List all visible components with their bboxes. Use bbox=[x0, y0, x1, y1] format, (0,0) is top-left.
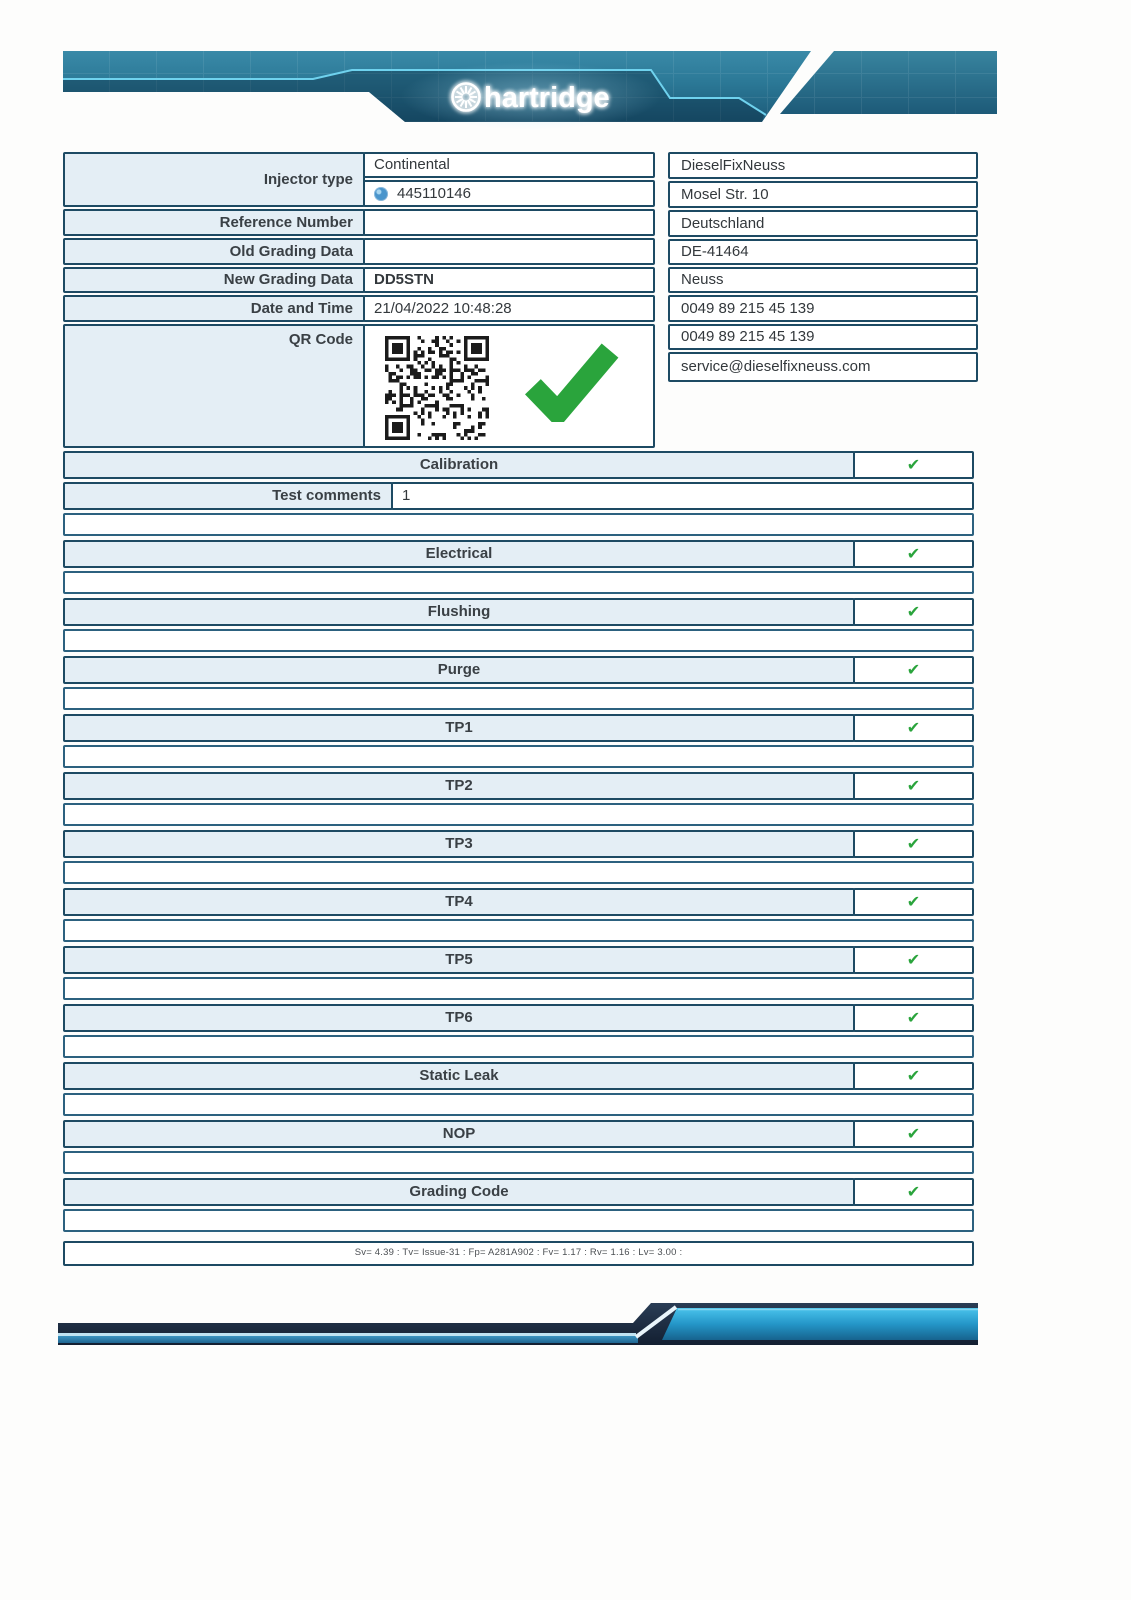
test-section-tp3: TP3 bbox=[63, 830, 855, 858]
test-status-cell-static-leak bbox=[853, 1062, 974, 1090]
test-empty-row bbox=[63, 1093, 974, 1116]
check-icon: ✔ bbox=[906, 834, 921, 853]
contact-line-email: service@dieselfixneuss.com bbox=[668, 352, 978, 382]
test-empty-row bbox=[63, 571, 974, 594]
test-empty-row bbox=[63, 977, 974, 1000]
test-section-tp2: TP2 bbox=[63, 772, 855, 800]
test-empty-row bbox=[63, 1209, 974, 1232]
check-icon: ✔ bbox=[906, 718, 921, 737]
qr-area bbox=[363, 324, 655, 448]
info-label-injector-type: Injector type bbox=[63, 152, 365, 207]
test-status-cell-tp4 bbox=[853, 888, 974, 916]
test-section-calibration: Calibration bbox=[63, 451, 855, 479]
test-status-cell-tp5 bbox=[853, 946, 974, 974]
check-icon: ✔ bbox=[906, 602, 921, 621]
test-empty-row bbox=[63, 803, 974, 826]
contact-line-street: Mosel Str. 10 bbox=[668, 181, 978, 208]
test-comments-value: 1 bbox=[391, 482, 974, 510]
info-label-old-grading-data: Old Grading Data bbox=[63, 238, 365, 265]
contact-line-country: Deutschland bbox=[668, 210, 978, 237]
check-icon: ✔ bbox=[906, 1066, 921, 1085]
test-comments-label: Test comments bbox=[63, 482, 393, 510]
check-icon: ✔ bbox=[906, 950, 921, 969]
contact-line-fax: 0049 89 215 45 139 bbox=[668, 324, 978, 350]
info-value-old-grading-data bbox=[363, 238, 655, 265]
info-value-new-grading-data: DD5STN bbox=[363, 267, 655, 293]
check-icon: ✔ bbox=[906, 1182, 921, 1201]
test-status-cell-nop bbox=[853, 1120, 974, 1148]
info-label-date-and-time: Date and Time bbox=[63, 295, 365, 322]
injector-icon bbox=[374, 187, 388, 201]
contact-line-phone: 0049 89 215 45 139 bbox=[668, 295, 978, 322]
info-label-new-grading-data: New Grading Data bbox=[63, 267, 365, 293]
check-icon: ✔ bbox=[906, 455, 921, 474]
test-empty-row bbox=[63, 1035, 974, 1058]
test-empty-row bbox=[63, 919, 974, 942]
contact-line-company: DieselFixNeuss bbox=[668, 152, 978, 179]
info-value-injector-number bbox=[363, 180, 655, 207]
bottom-banner bbox=[58, 1298, 978, 1350]
info-value-manufacturer: Continental bbox=[363, 152, 655, 178]
test-section-purge: Purge bbox=[63, 656, 855, 684]
test-empty-row bbox=[63, 629, 974, 652]
test-status-cell-tp2 bbox=[853, 772, 974, 800]
test-section-tp1: TP1 bbox=[63, 714, 855, 742]
test-empty-row bbox=[63, 687, 974, 710]
info-value-reference-number bbox=[363, 209, 655, 236]
contact-line-city: Neuss bbox=[668, 267, 978, 293]
test-section-tp4: TP4 bbox=[63, 888, 855, 916]
test-empty-row bbox=[63, 513, 974, 536]
injector-number-text: 445110146 bbox=[397, 184, 471, 202]
test-section-tp6: TP6 bbox=[63, 1004, 855, 1032]
test-status-cell-grading-code bbox=[853, 1178, 974, 1206]
test-section-flushing: Flushing bbox=[63, 598, 855, 626]
check-icon: ✔ bbox=[906, 892, 921, 911]
test-empty-row bbox=[63, 1151, 974, 1174]
test-status-cell-tp3 bbox=[853, 830, 974, 858]
check-icon: ✔ bbox=[906, 660, 921, 679]
test-empty-row bbox=[63, 745, 974, 768]
pass-check-icon bbox=[523, 342, 619, 422]
test-status-cell-calibration bbox=[853, 451, 974, 479]
test-section-nop: NOP bbox=[63, 1120, 855, 1148]
test-status-cell-tp6 bbox=[853, 1004, 974, 1032]
info-label-qr-code: QR Code bbox=[63, 324, 365, 448]
test-status-cell-flushing bbox=[853, 598, 974, 626]
info-value-date-time: 21/04/2022 10:48:28 bbox=[363, 295, 655, 322]
qr-code-image bbox=[385, 336, 489, 440]
test-section-tp5: TP5 bbox=[63, 946, 855, 974]
test-status-cell-electrical bbox=[853, 540, 974, 568]
check-icon: ✔ bbox=[906, 776, 921, 795]
check-icon: ✔ bbox=[906, 544, 921, 563]
info-label-reference-number: Reference Number bbox=[63, 209, 365, 236]
test-empty-row bbox=[63, 861, 974, 884]
test-section-electrical: Electrical bbox=[63, 540, 855, 568]
test-status-cell-purge bbox=[853, 656, 974, 684]
test-section-static-leak: Static Leak bbox=[63, 1062, 855, 1090]
top-banner bbox=[63, 50, 997, 134]
contact-line-postal-code: DE-41464 bbox=[668, 239, 978, 265]
test-section-grading-code: Grading Code bbox=[63, 1178, 855, 1206]
footer-version-row: Sv= 4.39 : Tv= Issue-31 : Fp= A281A902 : Fv= 1.17 : Rv= 1.16 : Lv= 3.00 : bbox=[63, 1241, 974, 1266]
logo-text: hartridge bbox=[484, 82, 610, 114]
check-icon: ✔ bbox=[906, 1124, 921, 1143]
check-icon: ✔ bbox=[906, 1008, 921, 1027]
test-status-cell-tp1 bbox=[853, 714, 974, 742]
